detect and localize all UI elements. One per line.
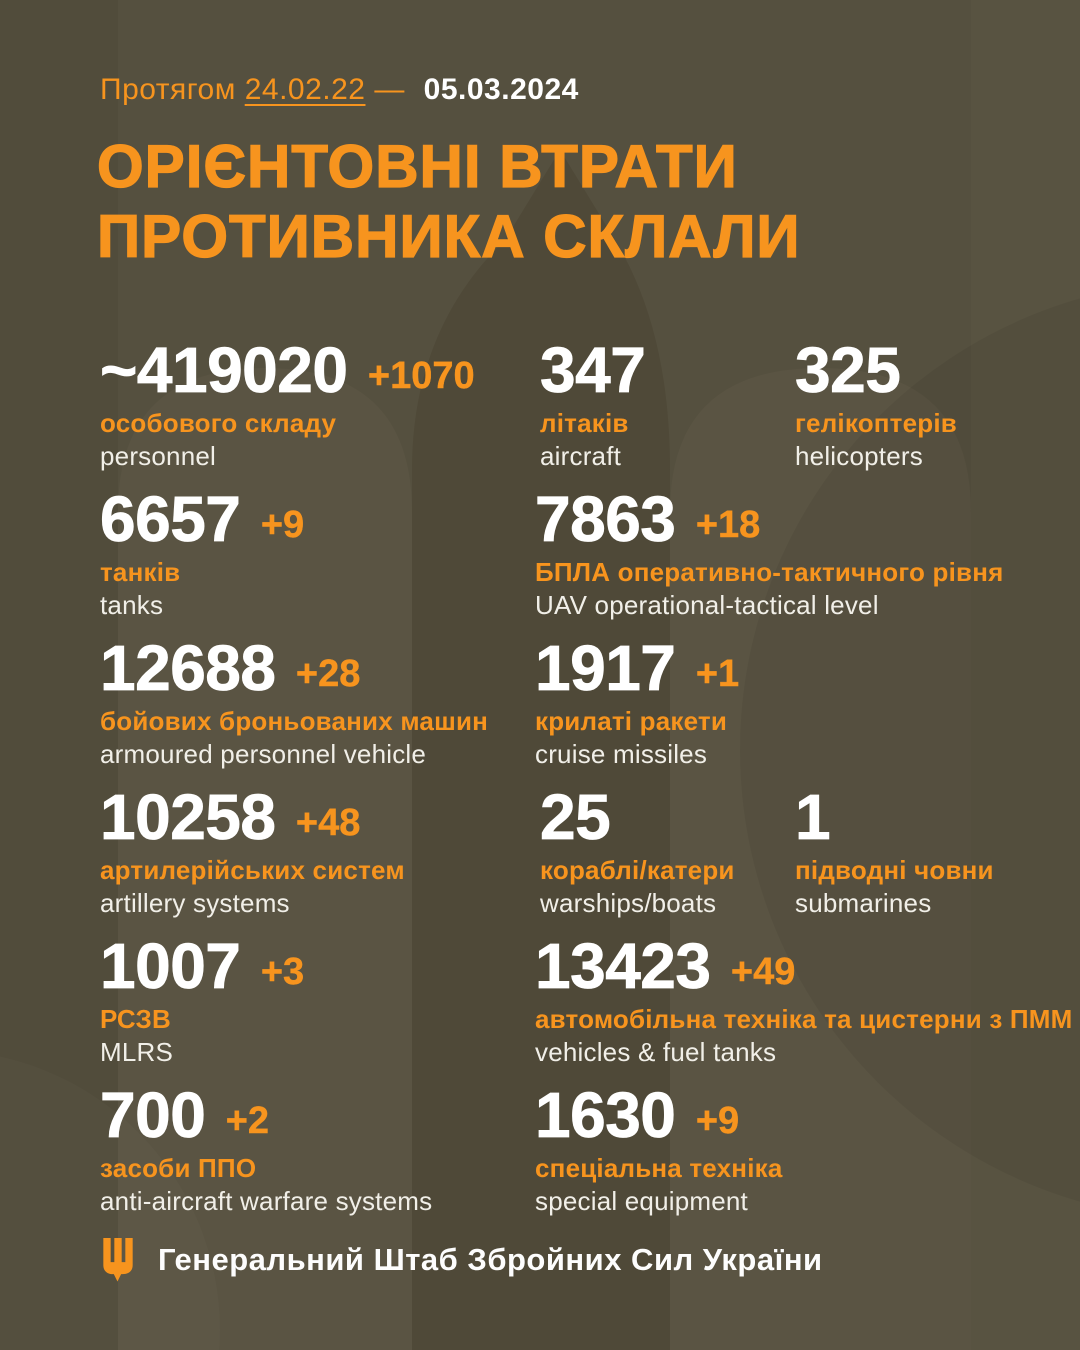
period-end-date: 05.03.2024 xyxy=(423,73,579,106)
stat-delta: +1 xyxy=(695,653,740,695)
stat-vehicles-fuel xyxy=(535,930,1073,1068)
stat-label-uk: автомобільна техніка та цистерни з ПММ xyxy=(535,1004,1073,1034)
page-title-line1: ОРІЄНТОВНІ ВТРАТИ xyxy=(97,133,738,200)
stat-value: 347 xyxy=(540,334,646,406)
stat-number-line xyxy=(535,632,740,704)
stat-delta: +18 xyxy=(695,504,761,546)
stat-number-line xyxy=(535,930,1073,1002)
page-title xyxy=(97,132,801,272)
stat-value: 1917 xyxy=(535,632,676,704)
stat-label-en: aircraft xyxy=(540,440,622,471)
stat-label-uk: артилерійських систем xyxy=(100,855,405,885)
stat-label-uk: засоби ППО xyxy=(100,1153,257,1183)
stat-label-uk: особового складу xyxy=(100,408,337,438)
stat-label-en: vehicles & fuel tanks xyxy=(535,1036,777,1067)
stat-label-en: personnel xyxy=(100,440,216,471)
stat-label-uk: БПЛА оперативно-тактичного рівня xyxy=(535,557,1004,587)
stat-label-en: UAV operational-tactical level xyxy=(535,589,879,620)
stat-number-line xyxy=(535,1079,783,1151)
stat-number-line xyxy=(795,781,994,853)
stat-armoured-vehicles xyxy=(100,632,489,770)
stat-number-line xyxy=(100,781,405,853)
stat-value: 13423 xyxy=(535,930,711,1002)
stat-label-en: tanks xyxy=(100,589,164,620)
stat-value: 6657 xyxy=(100,483,241,555)
stat-delta: +49 xyxy=(730,951,796,993)
stat-label-en: artillery systems xyxy=(100,887,290,918)
stat-delta: +9 xyxy=(695,1100,740,1142)
stat-label-uk: кораблі/катери xyxy=(540,855,735,885)
stat-number-line xyxy=(100,930,305,1002)
stat-aircraft xyxy=(540,334,646,472)
period-label: Протягом xyxy=(100,73,236,106)
stat-value: 1 xyxy=(795,781,831,853)
stat-artillery xyxy=(100,781,405,919)
stat-uav xyxy=(535,483,1004,621)
stat-value: ~419020 xyxy=(100,334,348,406)
stat-number-line xyxy=(540,334,646,406)
stat-delta: +48 xyxy=(295,802,361,844)
stat-warships xyxy=(540,781,735,919)
stat-number-line xyxy=(100,632,488,704)
stat-helicopters xyxy=(795,334,957,472)
stat-label-en: MLRS xyxy=(100,1036,174,1067)
stat-number-line xyxy=(100,483,305,555)
stat-label-en: submarines xyxy=(795,887,932,918)
period-dash: — xyxy=(374,73,405,106)
stat-label-uk: підводні човни xyxy=(795,855,994,885)
stat-label-uk: літаків xyxy=(540,408,629,438)
stat-number-line xyxy=(540,781,735,853)
stat-number-line xyxy=(100,1079,432,1151)
stat-special-equipment xyxy=(535,1079,783,1217)
stat-cruise-missiles xyxy=(535,632,740,770)
stat-delta: +1070 xyxy=(367,355,475,397)
stat-value: 7863 xyxy=(535,483,676,555)
stat-anti-aircraft xyxy=(100,1079,433,1217)
stat-delta: +2 xyxy=(225,1100,270,1142)
stat-label-uk: РСЗВ xyxy=(100,1004,171,1034)
stat-label-en: warships/boats xyxy=(540,887,717,918)
stat-number-line xyxy=(535,483,1004,555)
stat-value: 25 xyxy=(540,781,611,853)
stat-label-en: anti-aircraft warfare systems xyxy=(100,1185,433,1216)
stat-number-line xyxy=(100,334,475,406)
page-title-line2: ПРОТИВНИКА СКЛАЛИ xyxy=(97,203,801,271)
stat-value: 1630 xyxy=(535,1079,676,1151)
stat-value: 10258 xyxy=(100,781,276,853)
stat-number-line xyxy=(795,334,957,406)
tryzub-icon xyxy=(100,1238,136,1282)
stat-personnel xyxy=(100,334,475,472)
stat-label-uk: спеціальна техніка xyxy=(535,1153,783,1183)
stat-label-en: special equipment xyxy=(535,1185,748,1216)
stat-label-uk: бойових броньованих машин xyxy=(100,706,489,736)
stat-label-en: cruise missiles xyxy=(535,738,708,769)
period-start-date: 24.02.22 xyxy=(244,73,366,106)
stat-delta: +3 xyxy=(260,951,305,993)
stat-mlrs xyxy=(100,930,305,1068)
stat-value: 325 xyxy=(795,334,901,406)
footer xyxy=(100,1238,823,1282)
stat-value: 12688 xyxy=(100,632,276,704)
stat-label-uk: танків xyxy=(100,557,181,587)
stat-value: 700 xyxy=(100,1079,206,1151)
stat-label-uk: крилаті ракети xyxy=(535,706,728,736)
stat-label-en: armoured personnel vehicle xyxy=(100,738,427,769)
stat-delta: +9 xyxy=(260,504,305,546)
period-line xyxy=(100,72,579,108)
footer-org-name: Генеральний Штаб Збройних Сил України xyxy=(158,1242,823,1277)
stat-submarines xyxy=(795,781,994,919)
stat-delta: +28 xyxy=(295,653,361,695)
stat-tanks xyxy=(100,483,305,621)
stat-value: 1007 xyxy=(100,930,241,1002)
stat-label-uk: гелікоптерів xyxy=(795,408,957,438)
stat-label-en: helicopters xyxy=(795,440,923,471)
